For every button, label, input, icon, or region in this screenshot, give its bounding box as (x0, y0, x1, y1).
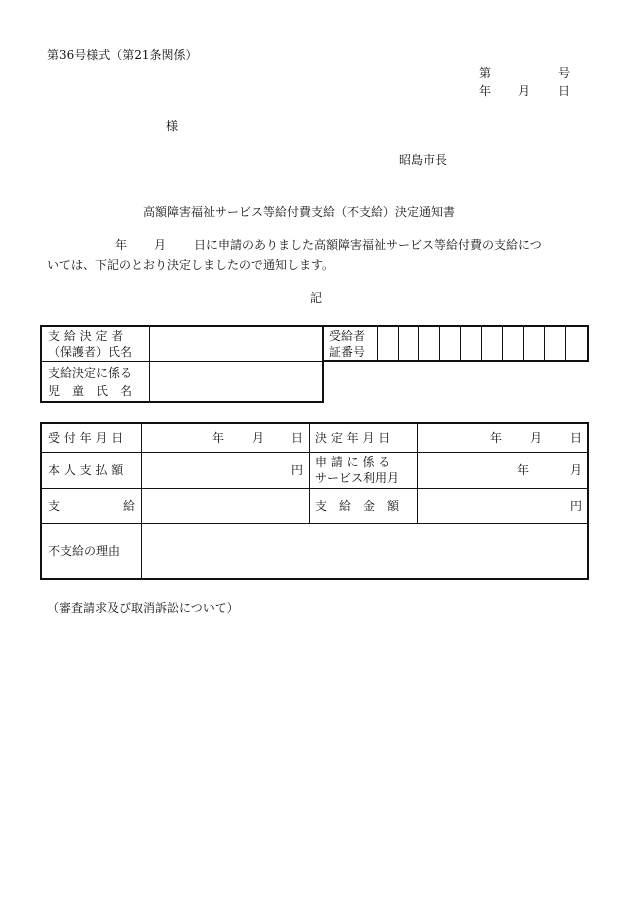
addressee-suffix: 様 (166, 119, 179, 133)
receipt-date-label: 受 付 年 月 日 (48, 431, 124, 445)
form-number: 第36号様式（第21条関係） (47, 48, 198, 62)
receipt-date-year: 年 (212, 431, 225, 445)
issue-date-day: 日 (558, 84, 571, 98)
issuer-name: 昭島市長 (399, 153, 448, 167)
child-name-label-line1: 支給決定に係る (48, 366, 133, 380)
body-date-year: 年 (115, 238, 128, 252)
service-month-month: 月 (570, 463, 583, 477)
appeal-note: （審査請求及び取消訴訟について） (47, 601, 239, 615)
issue-date-month: 月 (518, 84, 531, 98)
doc-number-prefix: 第 (479, 66, 492, 80)
payment-label-char2: 給 (123, 499, 136, 513)
receipt-date-day: 日 (291, 431, 304, 445)
recipient-number-label-line2: 証番号 (329, 345, 366, 359)
decision-date-month: 月 (530, 431, 543, 445)
receipt-date-month: 月 (252, 431, 265, 445)
payment-label-char1: 支 (48, 499, 61, 513)
document-title: 高額障害福祉サービス等給付費支給（不支給）決定通知書 (143, 205, 456, 219)
decision-date-label: 決 定 年 月 日 (315, 431, 391, 445)
payment-amount-label: 支 給 金 額 (315, 499, 400, 513)
ki-heading: 記 (310, 291, 323, 305)
doc-number-suffix: 号 (558, 66, 571, 80)
decision-date-day: 日 (570, 431, 583, 445)
payment-amount-yen: 円 (570, 499, 583, 513)
issue-date-year: 年 (479, 84, 492, 98)
self-pay-yen: 円 (291, 463, 304, 477)
service-month-label-line1: 申 請 に 係 る (315, 455, 391, 469)
self-pay-label: 本 人 支 払 額 (48, 463, 124, 477)
child-name-label-line2: 児 童 氏 名 (48, 384, 133, 398)
non-payment-reason-label: 不支給の理由 (48, 544, 121, 558)
decision-date-year: 年 (490, 431, 503, 445)
recipient-number-label-line1: 受給者 (329, 329, 366, 343)
decided-person-label-line2: （保護者）氏名 (48, 345, 133, 359)
service-month-year: 年 (517, 463, 530, 477)
body-line2: いては、下記のとおり決定しましたので通知します。 (47, 258, 335, 272)
body-date-month: 月 (154, 238, 167, 252)
body-line1: 日に申請のありました高額障害福祉サービス等給付費の支給につ (194, 238, 542, 252)
service-month-label-line2: サービス利用月 (315, 471, 400, 485)
decided-person-label-line1: 支 給 決 定 者 (48, 329, 124, 343)
